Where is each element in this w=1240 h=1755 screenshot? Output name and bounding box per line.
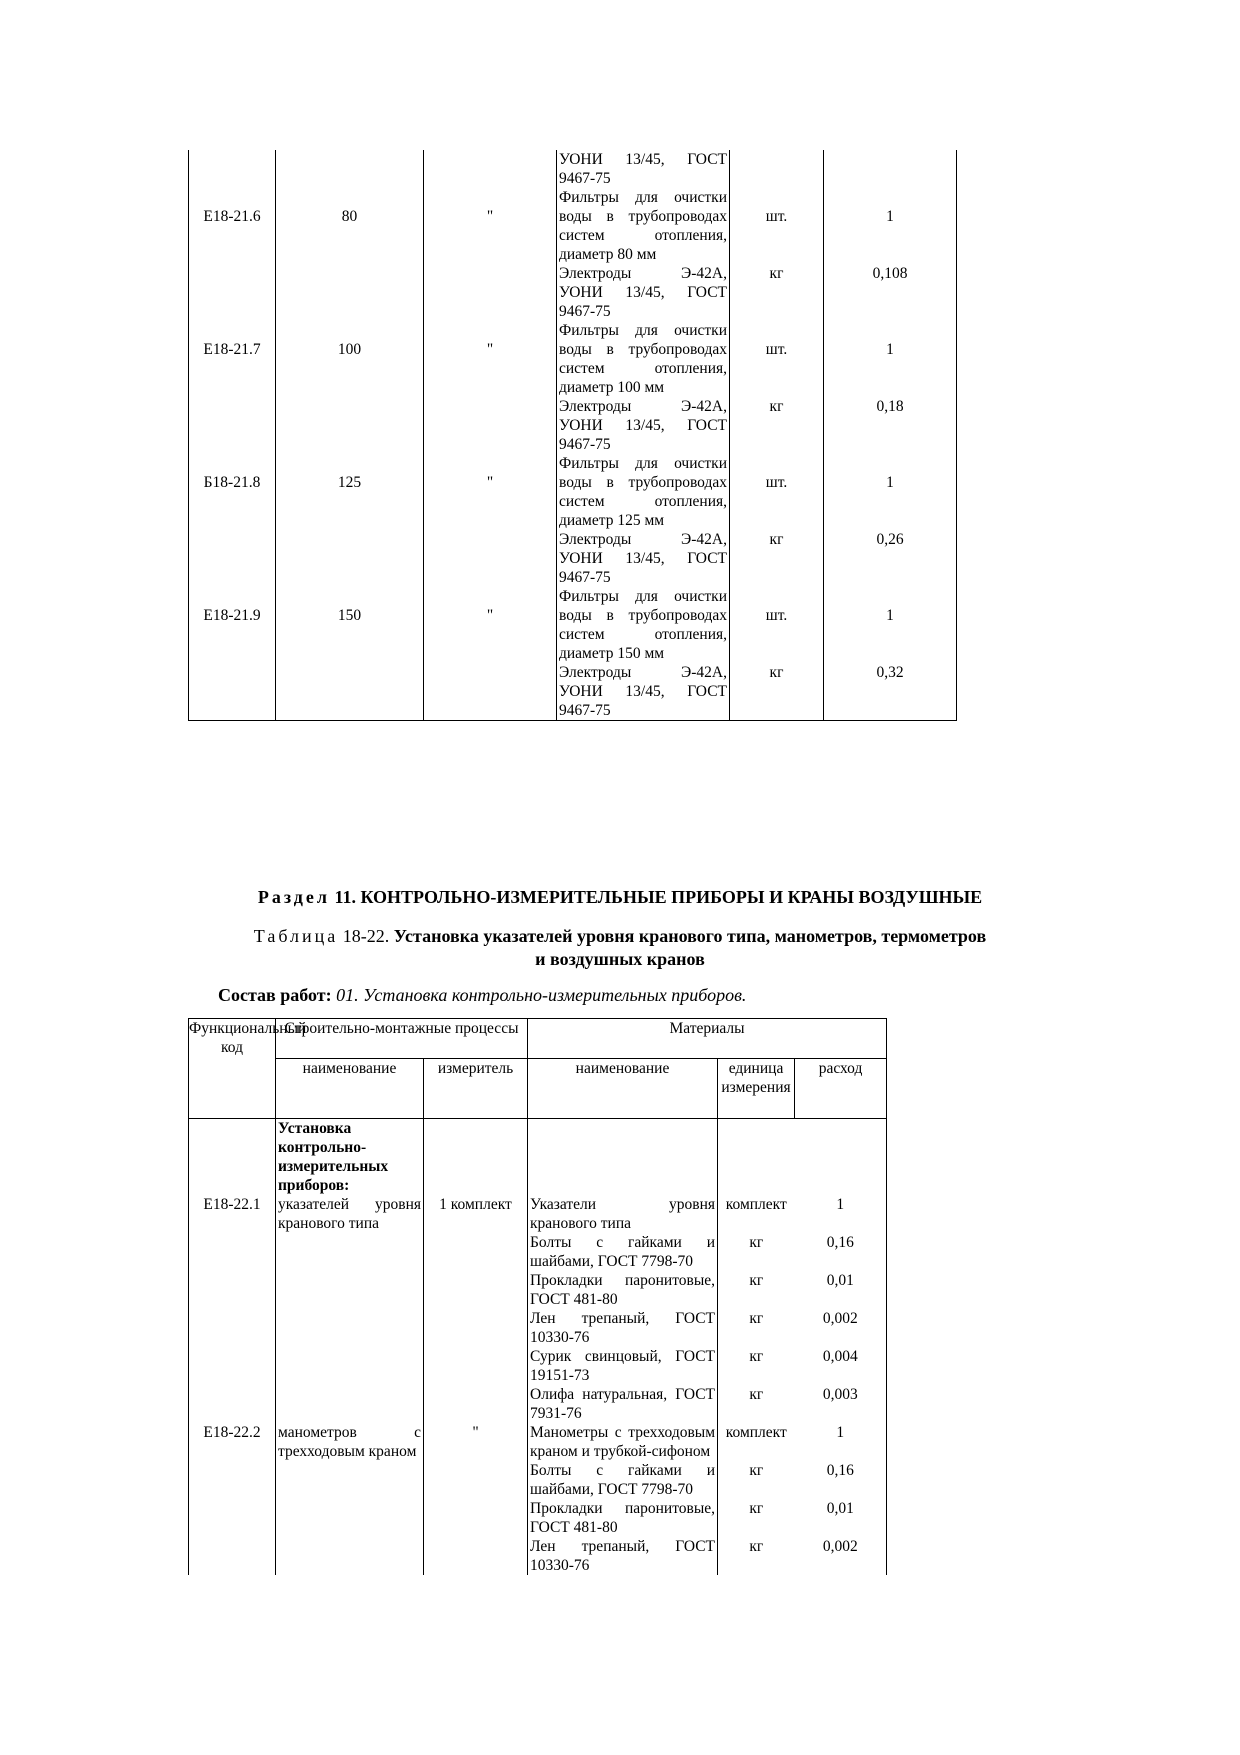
- row-measure: ": [424, 587, 557, 663]
- row-material-qty: 0,004: [795, 1347, 887, 1385]
- material-line: УОНИ 13/45, ГОСТ: [559, 683, 727, 700]
- material-line: 9467-75: [559, 303, 611, 320]
- row-code: [189, 264, 276, 321]
- row-material-name: Манометры с трехходовым краном и трубкой-сифоном: [528, 1423, 718, 1461]
- group-code-cell: [189, 1119, 276, 1196]
- table-row: [189, 188, 957, 264]
- row-measure: ": [424, 321, 557, 397]
- material-line: диаметр 150 мм: [559, 645, 665, 662]
- row-measure: ": [424, 454, 557, 530]
- material-line: систем отопления,: [559, 360, 727, 377]
- row-measure: [424, 663, 557, 721]
- table-row: [189, 587, 957, 663]
- table-title-line2: и воздушных кранов: [535, 949, 705, 969]
- row-material-name: Лен трепаный, ГОСТ 10330-76: [528, 1537, 718, 1575]
- material-line: Электроды Э-42А,: [559, 265, 727, 282]
- table-row: [189, 397, 957, 454]
- row-code: [189, 1233, 276, 1271]
- row-diameter: [276, 397, 424, 454]
- material-line: 9467-75: [559, 170, 611, 187]
- material-line: Фильтры для очистки: [559, 455, 727, 472]
- row-code: [189, 1499, 276, 1537]
- table-row: [189, 454, 957, 530]
- row-process: [276, 1499, 424, 1537]
- header-code: [189, 1019, 307, 1119]
- row-measure: 1 комплект: [424, 1195, 528, 1233]
- section-prefix: Раздел: [257, 887, 330, 907]
- material-line: систем отопления,: [559, 227, 727, 244]
- row-measure: [424, 1271, 528, 1309]
- row-measure: [424, 1461, 528, 1499]
- row-material-qty: 0,32: [824, 663, 957, 721]
- row-material-unit: комплект: [725, 1424, 787, 1441]
- row-measure: [424, 1233, 528, 1271]
- row-process: [276, 1309, 424, 1347]
- table-prefix: Таблица: [253, 926, 339, 946]
- row-material-unit: кг: [749, 1386, 764, 1403]
- material-line: Электроды Э-42А,: [559, 398, 727, 415]
- row-code: [189, 1537, 276, 1575]
- row-measure: ": [424, 188, 557, 264]
- header-materials: Материалы: [528, 1019, 887, 1059]
- row-material-qty: 0,16: [795, 1233, 887, 1271]
- row-code: [189, 663, 276, 721]
- row-material-unit: шт.: [730, 188, 824, 264]
- row-material-unit: [730, 150, 824, 188]
- row-material-qty: [824, 150, 957, 188]
- row-process: [276, 1537, 424, 1575]
- row-code: [189, 530, 276, 587]
- header-material-name: наименование: [528, 1059, 718, 1119]
- row-material-name: [557, 321, 730, 397]
- row-code: [189, 1461, 276, 1499]
- row-material-unit: кг: [730, 264, 824, 321]
- row-diameter: 80: [276, 188, 424, 264]
- row-material-qty: 1: [824, 454, 957, 530]
- row-material-qty: 0,01: [795, 1499, 887, 1537]
- row-material-name: [557, 150, 730, 188]
- row-material-name: [557, 663, 730, 721]
- row-code: Е18-22.1: [189, 1195, 276, 1233]
- row-material-unit: кг: [749, 1310, 764, 1327]
- group-qty-cell: [795, 1119, 887, 1196]
- row-material-qty: 0,18: [824, 397, 957, 454]
- material-line: УОНИ 13/45, ГОСТ: [559, 417, 727, 434]
- row-measure: [424, 1309, 528, 1347]
- row-diameter: [276, 663, 424, 721]
- table-row: [189, 264, 957, 321]
- row-material-qty: 0,01: [795, 1271, 887, 1309]
- row-material-qty: 0,003: [795, 1385, 887, 1423]
- row-measure: [424, 1537, 528, 1575]
- group-measure-cell: [424, 1119, 528, 1196]
- header-processes: Строительно-монтажные процессы: [276, 1019, 528, 1059]
- row-code: Е18-22.2: [189, 1423, 276, 1461]
- row-material-name: [557, 530, 730, 587]
- row-material-name: [557, 264, 730, 321]
- row-material-qty: 1: [824, 321, 957, 397]
- row-material-qty: 0,26: [824, 530, 957, 587]
- row-material-qty: 1: [795, 1195, 887, 1233]
- row-material-unit: кг: [749, 1348, 764, 1365]
- group-unit-cell: [718, 1119, 795, 1196]
- row-material-name: Болты с гайками и шайбами, ГОСТ 7798-70: [528, 1461, 718, 1499]
- row-material-name: [557, 587, 730, 663]
- row-material-name: Сурик свинцовый, ГОСТ 19151-73: [528, 1347, 718, 1385]
- material-line: диаметр 80 мм: [559, 246, 657, 263]
- table-row: [189, 663, 957, 721]
- table-row: [189, 1499, 887, 1537]
- row-process: [276, 1233, 424, 1271]
- row-measure: [424, 397, 557, 454]
- table-number: 18-22.: [342, 926, 390, 946]
- row-material-qty: 0,16: [795, 1461, 887, 1499]
- row-material-qty: 1: [795, 1423, 887, 1461]
- row-material-qty: 0,002: [795, 1537, 887, 1575]
- work-text: 01. Установка контрольно-измерительных приборов.: [336, 985, 747, 1005]
- work-composition: [218, 985, 746, 1006]
- row-diameter: 100: [276, 321, 424, 397]
- row-process: [276, 1271, 424, 1309]
- material-line: Электроды Э-42А,: [559, 664, 727, 681]
- row-measure: [424, 1499, 528, 1537]
- material-line: УОНИ 13/45, ГОСТ: [559, 550, 727, 567]
- table-row: [189, 1537, 887, 1575]
- row-diameter: [276, 264, 424, 321]
- row-material-name: Олифа натуральная, ГОСТ 7931-76: [528, 1385, 718, 1423]
- material-line: Электроды Э-42А,: [559, 531, 727, 548]
- material-line: воды в трубопроводах: [559, 208, 727, 225]
- row-material-unit: комплект: [725, 1196, 787, 1213]
- header-process-unit: измеритель: [424, 1059, 528, 1119]
- material-line: 9467-75: [559, 569, 611, 586]
- material-line: диаметр 125 мм: [559, 512, 665, 529]
- table-row: [189, 1195, 887, 1233]
- table-row: [189, 150, 957, 188]
- row-material-name: Прокладки паронитовые, ГОСТ 481-80: [528, 1499, 718, 1537]
- row-process: [276, 1385, 424, 1423]
- table-row: [189, 1309, 887, 1347]
- row-diameter: [276, 150, 424, 188]
- row-material-qty: 0,002: [795, 1309, 887, 1347]
- table-row: [189, 1423, 887, 1461]
- header-material-qty: расход: [795, 1059, 887, 1119]
- header-process-name: наименование: [276, 1059, 424, 1119]
- row-material-unit: кг: [749, 1538, 764, 1555]
- section-title: [0, 887, 1240, 908]
- material-line: воды в трубопроводах: [559, 607, 727, 624]
- material-line: Фильтры для очистки: [559, 588, 727, 605]
- table-row: [189, 1271, 887, 1309]
- row-material-name: [557, 454, 730, 530]
- row-diameter: 125: [276, 454, 424, 530]
- material-line: воды в трубопроводах: [559, 341, 727, 358]
- table-row: [189, 1233, 887, 1271]
- work-label: Состав работ:: [218, 985, 332, 1005]
- row-measure: [424, 1385, 528, 1423]
- row-material-name: Лен трепаный, ГОСТ 10330-76: [528, 1309, 718, 1347]
- table-title: [0, 925, 1240, 971]
- row-material-unit: шт.: [730, 321, 824, 397]
- section-name: 11. КОНТРОЛЬНО-ИЗМЕРИТЕЛЬНЫЕ ПРИБОРЫ И КРАНЫ ВОЗДУШНЫЕ: [334, 887, 983, 907]
- row-measure: [424, 1347, 528, 1385]
- table-row: [189, 1461, 887, 1499]
- material-line: Фильтры для очистки: [559, 322, 727, 339]
- table-row: [189, 530, 957, 587]
- row-material-unit: кг: [730, 530, 824, 587]
- row-process: [276, 1461, 424, 1499]
- material-line: систем отопления,: [559, 493, 727, 510]
- row-material-unit: кг: [749, 1462, 764, 1479]
- material-line: УОНИ 13/45, ГОСТ: [559, 284, 727, 301]
- material-line: 9467-75: [559, 436, 611, 453]
- row-measure: [424, 264, 557, 321]
- materials-table-continued: [188, 150, 957, 721]
- row-process: указателей уровня кранового типа: [276, 1195, 424, 1233]
- group-title: Установка контрольно-измерительных приборов:: [276, 1119, 424, 1196]
- row-material-unit: кг: [749, 1234, 764, 1251]
- row-material-unit: шт.: [730, 587, 824, 663]
- row-material-qty: 1: [824, 587, 957, 663]
- row-measure: [424, 150, 557, 188]
- row-diameter: 150: [276, 587, 424, 663]
- row-code: Е18-21.7: [189, 321, 276, 397]
- row-material-unit: кг: [730, 663, 824, 721]
- header-material-unit: единица измерения: [718, 1059, 795, 1119]
- table-row: [189, 1347, 887, 1385]
- material-line: УОНИ 13/45, ГОСТ: [559, 151, 727, 168]
- row-code: [189, 1347, 276, 1385]
- material-line: систем отопления,: [559, 626, 727, 643]
- row-measure: ": [424, 1423, 528, 1461]
- row-material-unit: кг: [730, 397, 824, 454]
- row-code: Б18-21.8: [189, 454, 276, 530]
- row-code: [189, 1385, 276, 1423]
- row-material-name: Указатели уровня кранового типа: [528, 1195, 718, 1233]
- material-line: 9467-75: [559, 702, 611, 719]
- row-material-unit: кг: [749, 1272, 764, 1289]
- material-line: диаметр 100 мм: [559, 379, 665, 396]
- row-code: Е18-21.6: [189, 188, 276, 264]
- row-material-qty: 0,108: [824, 264, 957, 321]
- row-measure: [424, 530, 557, 587]
- row-material-qty: 1: [824, 188, 957, 264]
- row-material-unit: шт.: [730, 454, 824, 530]
- row-process: манометров с трехходовым краном: [276, 1423, 424, 1461]
- material-line: Фильтры для очистки: [559, 189, 727, 206]
- row-code: [189, 150, 276, 188]
- row-process: [276, 1347, 424, 1385]
- row-code: [189, 397, 276, 454]
- row-material-unit: кг: [749, 1500, 764, 1517]
- row-material-name: [557, 188, 730, 264]
- row-material-name: Прокладки паронитовые, ГОСТ 481-80: [528, 1271, 718, 1309]
- table-row: [189, 321, 957, 397]
- row-code: [189, 1309, 276, 1347]
- row-diameter: [276, 530, 424, 587]
- row-code: [189, 1271, 276, 1309]
- group-material-cell: [528, 1119, 718, 1196]
- table-row: [189, 1385, 887, 1423]
- row-material-name: [557, 397, 730, 454]
- table-title-line1: Установка указателей уровня кранового типа, манометров, термометров: [393, 926, 987, 946]
- row-material-name: Болты с гайками и шайбами, ГОСТ 7798-70: [528, 1233, 718, 1271]
- material-line: воды в трубопроводах: [559, 474, 727, 491]
- row-code: Е18-21.9: [189, 587, 276, 663]
- header-code-text: Функциональный код: [189, 1020, 307, 1056]
- norms-table: [188, 1018, 887, 1575]
